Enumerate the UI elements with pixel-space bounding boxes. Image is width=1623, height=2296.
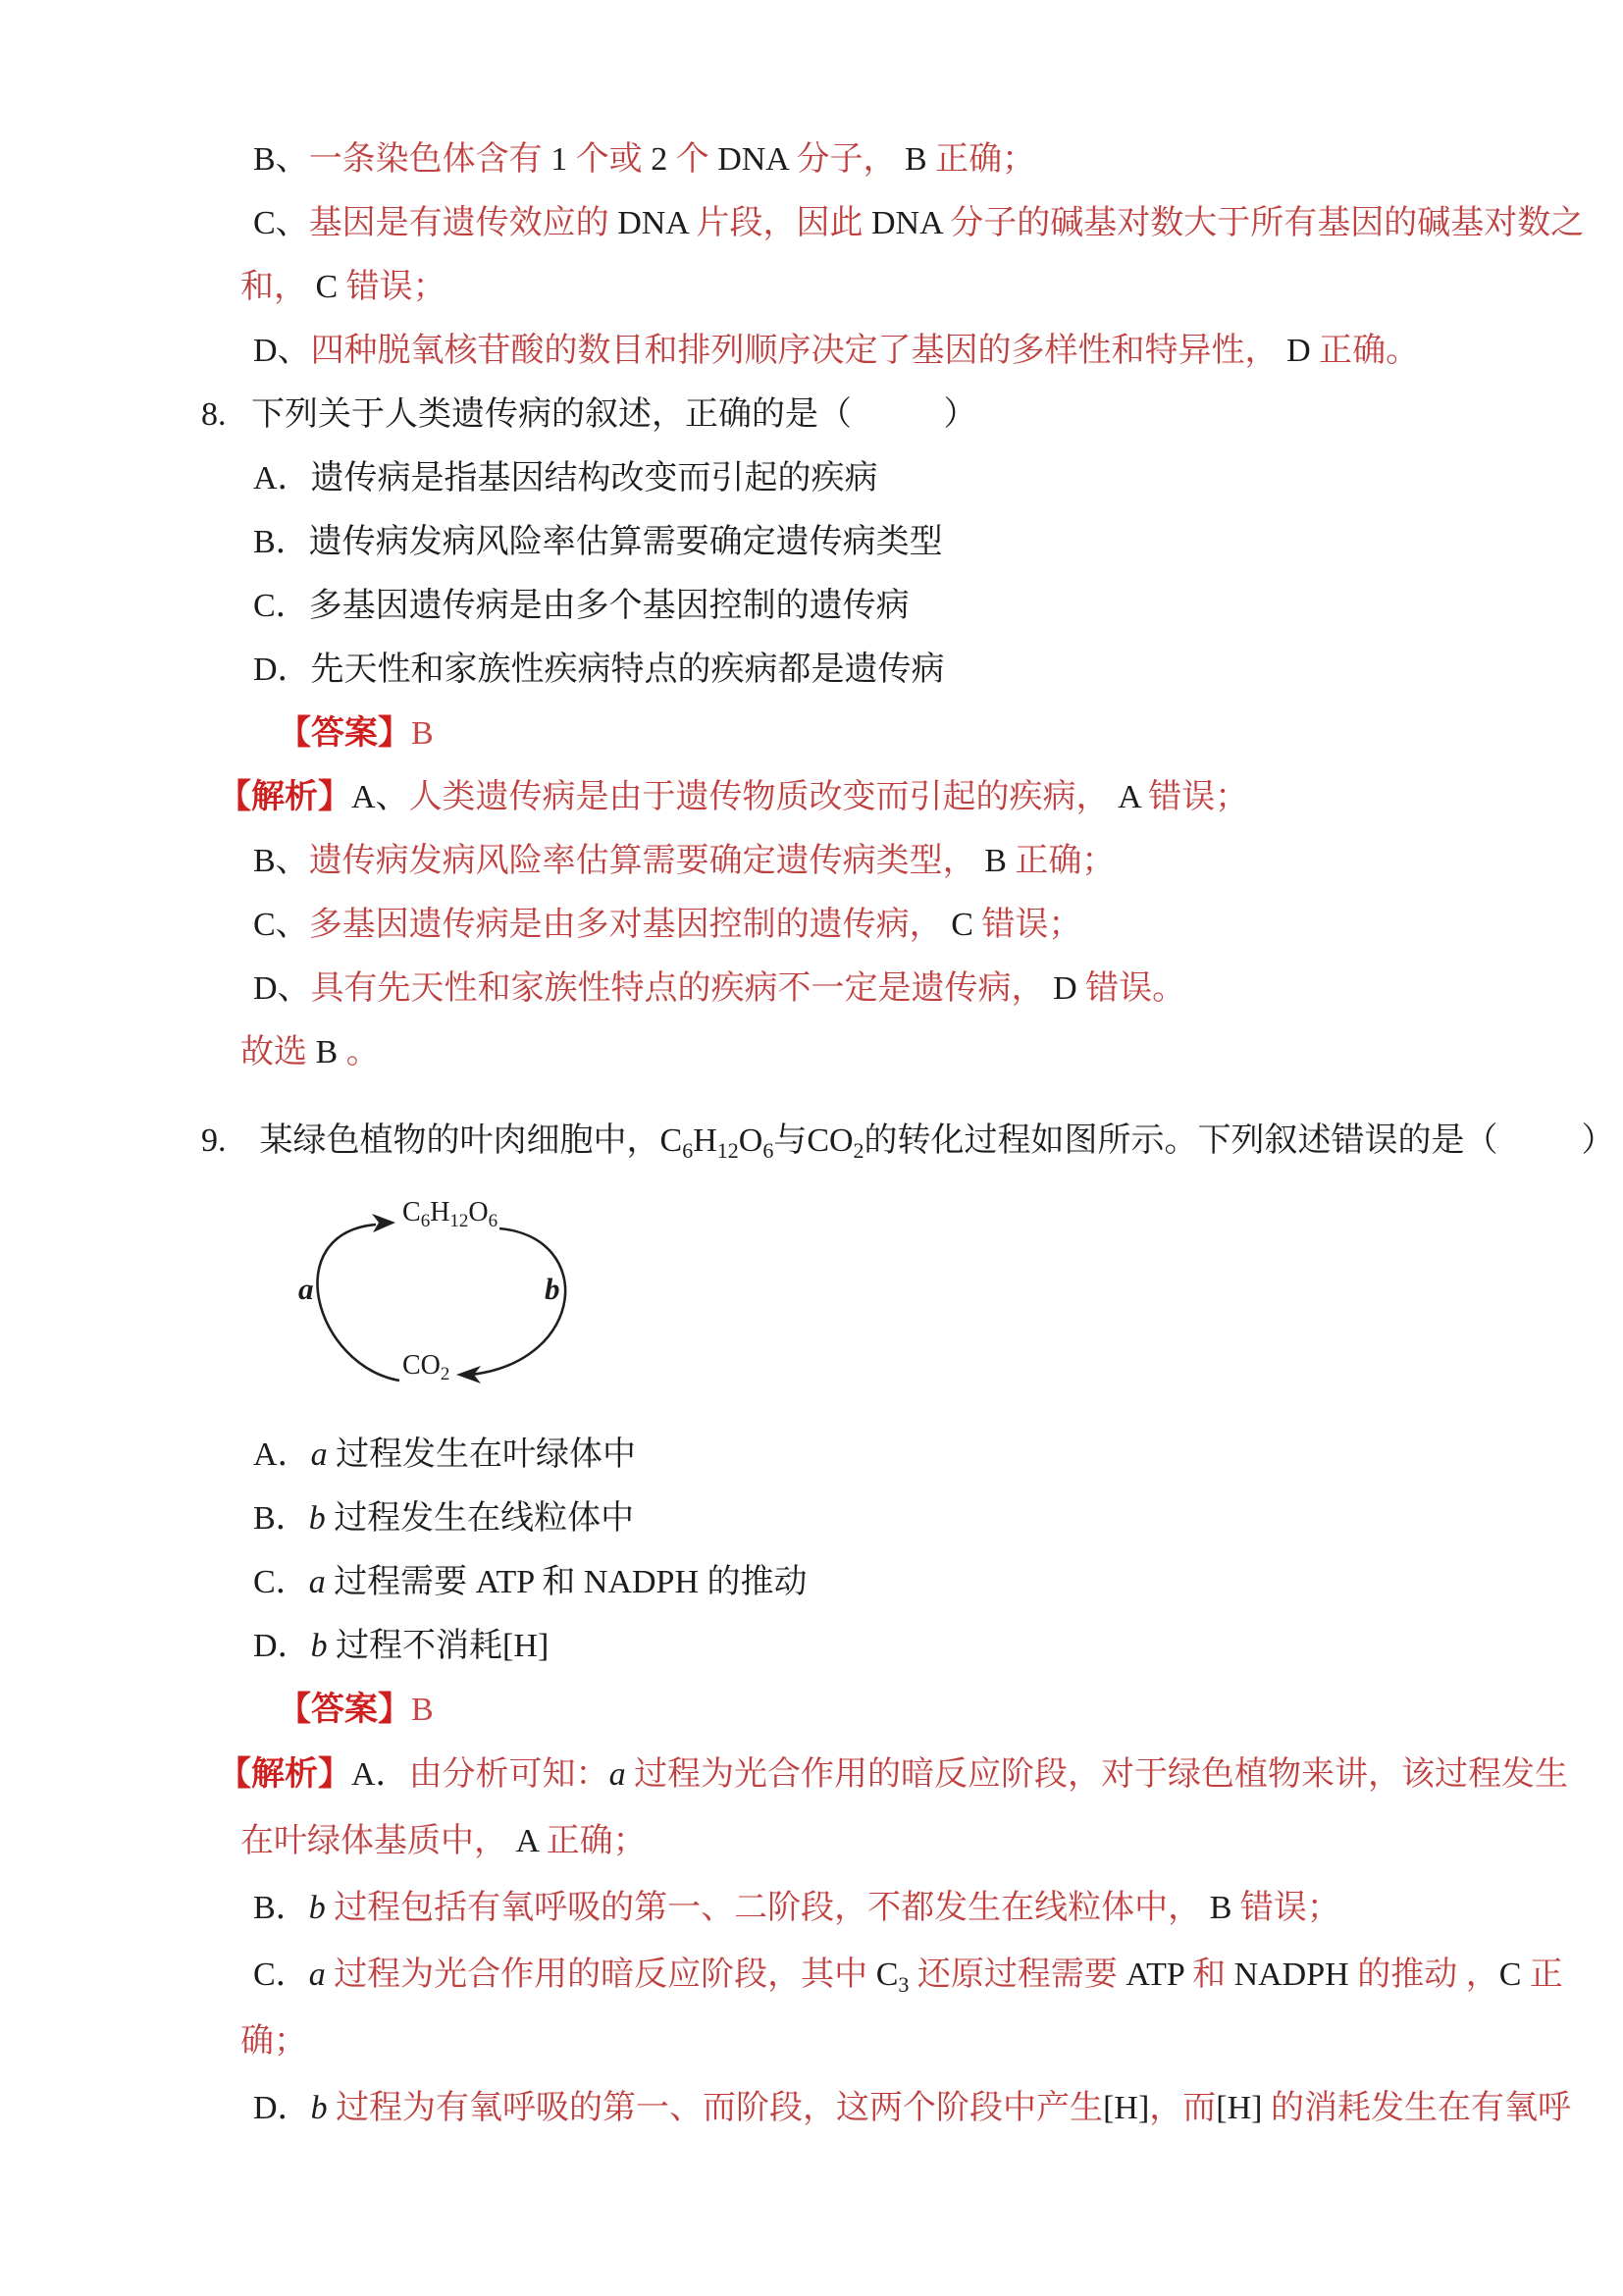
text-segment: C: [307, 269, 346, 305]
text-segment: a: [308, 1564, 335, 1600]
text-segment: A: [507, 1823, 547, 1859]
text-segment: [H]: [1103, 2090, 1150, 2126]
text-segment: 与: [773, 1122, 808, 1159]
text-segment: A: [1109, 779, 1149, 815]
q8-option-c: [253, 574, 1623, 638]
text-segment: NADPH: [1226, 1957, 1358, 1993]
text-segment: B: [975, 843, 1016, 879]
text-segment: b: [310, 2090, 337, 2126]
text-segment: 多基因遗传病是由多对基因控制的遗传病，: [308, 907, 943, 943]
text-segment: 过程为有氧呼吸的第一、而阶段，这两个阶段中产生: [336, 2090, 1104, 2126]
q8-option-d: [253, 638, 1623, 702]
text-segment: B．: [253, 1890, 309, 1926]
text-segment: 错误；: [981, 907, 1082, 943]
q9-analysis-line-b: [253, 1875, 1623, 1942]
text-segment: A、: [351, 779, 409, 815]
text-segment: 人类遗传病是由于遗传物质改变而引起的疾病，: [408, 779, 1110, 815]
q9-answer-line: [278, 1678, 1623, 1742]
diagram-label-co2: [402, 1349, 449, 1391]
text-segment: a: [298, 1272, 314, 1306]
text-segment: 过程包括有氧呼吸的第一、二阶段，不都发生在线粒体中，: [334, 1890, 1202, 1926]
text-segment: 2: [440, 1364, 450, 1384]
text-segment: A．遗传病是指基因结构改变而引起的疾病: [253, 460, 878, 496]
q8-analysis-line-b: [253, 829, 1623, 893]
q9-analysis-line-d: [253, 2075, 1623, 2142]
text-segment: 12: [449, 1211, 469, 1231]
text-segment: 和: [1192, 1957, 1227, 1993]
text-segment: C: [1498, 1957, 1530, 1993]
diagram-label-process-a: [298, 1273, 314, 1306]
text-segment: 由分析可知：: [408, 1756, 609, 1793]
text-segment: B、: [253, 843, 309, 879]
text-segment: 过程为光合作用的暗反应阶段，其中: [334, 1957, 868, 1993]
text-segment: C．: [253, 1957, 309, 1993]
text-segment: 8. 下列关于人类遗传病的叙述，正确的是（ ）: [201, 396, 977, 433]
text-segment: 一条染色体含有: [308, 141, 543, 178]
text-segment: 9. 某绿色植物的叶肉细胞中，: [201, 1122, 660, 1159]
text-segment: 正确；: [935, 141, 1036, 178]
q9-option-d: [253, 1614, 1623, 1678]
q9-analysis-line-c2: [240, 2009, 1623, 2075]
text-segment: CO: [402, 1350, 441, 1381]
text-segment: B: [411, 1692, 434, 1728]
text-segment: B: [896, 141, 936, 178]
text-segment: 过程为光合作用的暗反应阶段，对于绿色植物来讲，该过程发生: [634, 1756, 1569, 1793]
q9-analysis-line-a1: [218, 1742, 1623, 1808]
text-segment: 3: [898, 1972, 910, 1997]
text-segment: H: [430, 1197, 450, 1227]
text-segment: B．: [253, 1500, 309, 1537]
text-segment: a: [310, 1436, 337, 1473]
text-segment: 过程需要 ATP 和 NADPH 的推动: [334, 1564, 808, 1600]
q9-analysis-line-a2: [240, 1808, 1623, 1875]
q9-option-c: [253, 1550, 1623, 1614]
text-segment: 确；: [240, 2023, 307, 2060]
q9-stem: [201, 1109, 1623, 1173]
q8-option-a: [253, 446, 1623, 510]
text-segment: C: [867, 1957, 899, 1993]
text-segment: 个: [675, 141, 709, 178]
text-segment: 片段，因此: [696, 205, 864, 241]
text-segment: 【答案】: [278, 1692, 411, 1728]
q7-explanation-line-d: [253, 319, 1623, 383]
text-segment: 过程不消耗[H]: [336, 1628, 550, 1664]
q8-analysis-line-c: [253, 893, 1623, 957]
text-segment: C、: [253, 205, 309, 241]
text-segment: b: [308, 1500, 335, 1537]
arrowhead-up-icon: [372, 1214, 395, 1232]
q8-analysis-line-d: [253, 957, 1623, 1020]
q8-answer-line: [278, 702, 1623, 765]
text-segment: C: [402, 1197, 421, 1227]
text-segment: C: [659, 1122, 683, 1159]
text-segment: 和，: [240, 269, 307, 305]
text-segment: 正确。: [1319, 333, 1420, 369]
text-segment: 。: [345, 1034, 380, 1070]
text-segment: DNA: [708, 141, 797, 178]
text-segment: D: [1044, 970, 1086, 1007]
q9-analysis-line-c1: [253, 1942, 1623, 2009]
text-segment: a: [608, 1756, 635, 1793]
text-segment: O: [738, 1122, 763, 1159]
cycle-arc-left: [317, 1225, 399, 1381]
text-segment: 1: [542, 141, 576, 178]
text-segment: ，而: [1149, 2090, 1217, 2126]
text-segment: C．: [253, 1564, 309, 1600]
text-segment: b: [310, 1628, 337, 1664]
q8-analysis-line-a: [218, 765, 1623, 829]
text-segment: 正: [1529, 1957, 1563, 1993]
text-segment: 四种脱氧核苷酸的数目和排列顺序决定了基因的多样性和特异性，: [310, 333, 1279, 369]
text-segment: B: [307, 1034, 346, 1070]
q9-option-a: [253, 1423, 1623, 1487]
text-segment: 个或: [575, 141, 643, 178]
text-segment: 的消耗发生在有氧呼: [1262, 2090, 1571, 2126]
q8-conclusion: [240, 1020, 1623, 1084]
text-segment: 过程发生在叶绿体中: [336, 1436, 637, 1473]
q7-explanation-line-c1: [253, 191, 1623, 255]
text-segment: 遗传病发病风险率估算需要确定遗传病类型，: [308, 843, 976, 879]
text-segment: 基因是有遗传效应的: [308, 205, 609, 241]
text-segment: 错误；: [345, 269, 446, 305]
text-segment: 【解析】: [218, 779, 351, 815]
text-segment: 错误。: [1085, 970, 1186, 1007]
text-segment: D．先天性和家族性疾病特点的疾病都是遗传病: [253, 652, 945, 688]
text-segment: a: [308, 1957, 335, 1993]
text-segment: 分子的碱基对数大于所有基因的碱基对数之: [950, 205, 1585, 241]
text-segment: A．: [351, 1756, 409, 1793]
text-segment: 6: [488, 1211, 498, 1231]
text-segment: b: [308, 1890, 335, 1926]
text-segment: 正确；: [1015, 843, 1116, 879]
text-segment: 【答案】: [278, 715, 411, 752]
text-segment: 6: [682, 1138, 694, 1163]
text-segment: B．遗传病发病风险率估算需要确定遗传病类型: [253, 524, 943, 560]
text-segment: 分子，: [796, 141, 897, 178]
text-segment: 在叶绿体基质中，: [240, 1823, 507, 1859]
text-segment: CO: [807, 1122, 854, 1159]
text-segment: D、: [253, 333, 311, 369]
text-segment: 12: [716, 1138, 739, 1163]
q8-option-b: [253, 510, 1623, 574]
text-segment: ATP: [1117, 1957, 1193, 1993]
text-segment: B: [1201, 1890, 1240, 1926]
text-segment: b: [545, 1272, 560, 1306]
text-segment: 【解析】: [218, 1756, 351, 1793]
text-segment: 具有先天性和家族性特点的疾病不一定是遗传病，: [310, 970, 1045, 1007]
diagram-label-glucose: [402, 1196, 497, 1238]
text-segment: D．: [253, 2090, 311, 2126]
text-segment: B: [411, 715, 434, 752]
q7-explanation-line-c2: [240, 255, 1623, 319]
text-segment: 过程发生在线粒体中: [334, 1500, 635, 1537]
text-segment: 故选: [240, 1034, 307, 1070]
text-segment: D、: [253, 970, 311, 1007]
text-segment: 还原过程需要: [909, 1957, 1118, 1993]
text-segment: 的推动 ，: [1357, 1957, 1499, 1993]
text-segment: C．多基因遗传病是由多个基因控制的遗传病: [253, 588, 910, 624]
text-segment: 2: [853, 1138, 864, 1163]
text-segment: DNA: [863, 205, 951, 241]
cycle-diagram: [275, 1173, 599, 1423]
text-segment: 2: [642, 141, 676, 178]
q8-stem: [201, 383, 1623, 446]
text-segment: C、: [253, 907, 309, 943]
text-segment: 正确；: [546, 1823, 647, 1859]
text-segment: A．: [253, 1436, 311, 1473]
text-segment: 6: [762, 1138, 774, 1163]
text-segment: B、: [253, 141, 309, 178]
text-segment: O: [468, 1197, 489, 1227]
text-segment: 错误；: [1148, 779, 1249, 815]
diagram-label-process-b: [545, 1273, 560, 1306]
text-segment: DNA: [608, 205, 697, 241]
text-segment: D．: [253, 1628, 311, 1664]
text-segment: D: [1278, 333, 1320, 369]
text-segment: 6: [420, 1211, 431, 1231]
text-segment: C: [942, 907, 982, 943]
text-segment: H: [693, 1122, 717, 1159]
text-segment: [H]: [1216, 2090, 1263, 2126]
text-segment: 的转化过程如图所示。下列叙述错误的是（ ）: [864, 1122, 1615, 1159]
q7-explanation-line-b: [253, 128, 1623, 191]
q9-option-b: [253, 1487, 1623, 1550]
text-segment: 错误；: [1239, 1890, 1340, 1926]
